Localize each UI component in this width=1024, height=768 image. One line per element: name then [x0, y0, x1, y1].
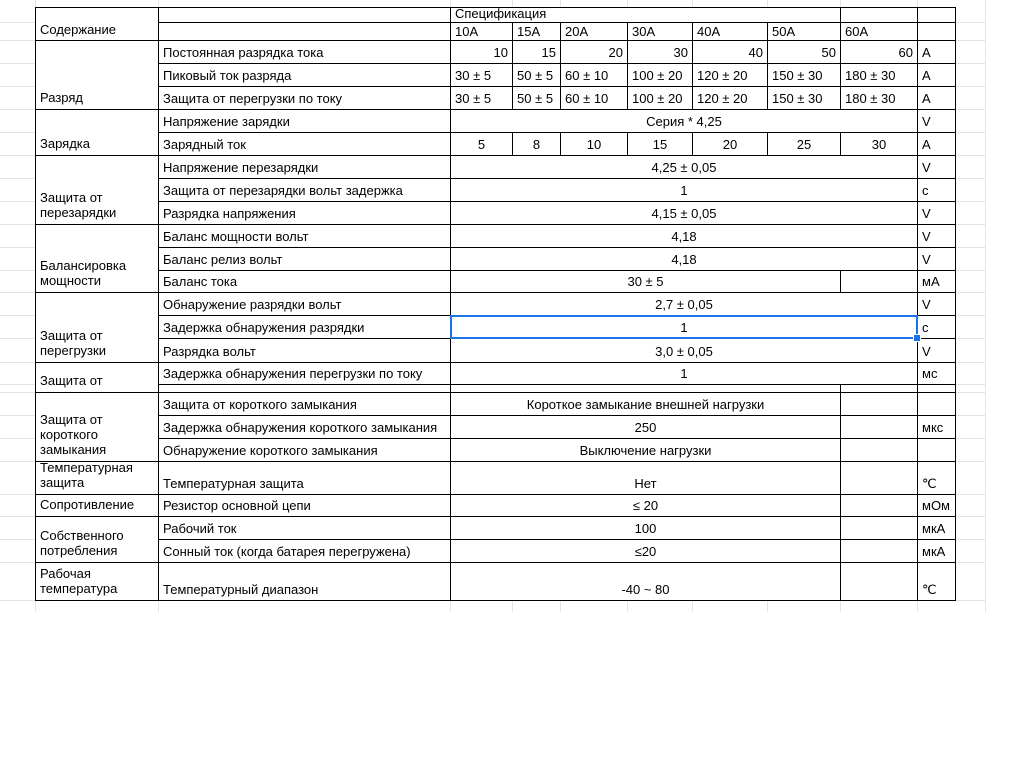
sheet-gridline — [0, 109, 35, 110]
unit-cell[interactable]: мкА — [918, 517, 956, 540]
value-cell[interactable]: 15 — [628, 133, 693, 156]
sheet-gridline — [985, 0, 986, 612]
sheet-gridline — [956, 539, 985, 540]
sheet-gridline — [0, 270, 35, 271]
value-cell[interactable]: 15 — [513, 41, 561, 64]
merged-value-cell[interactable]: 1 — [451, 363, 918, 385]
sheet-gridline — [0, 63, 35, 64]
sheet-gridline — [956, 562, 985, 563]
value-cell[interactable]: 180 ± 30 — [841, 64, 918, 87]
empty-cell[interactable] — [918, 8, 956, 23]
unit-cell[interactable]: мкА — [918, 540, 956, 563]
sheet-gridline — [956, 63, 985, 64]
sheet-gridline — [917, 601, 918, 612]
sheet-gridline — [956, 178, 985, 179]
value-cell[interactable]: 25 — [768, 133, 841, 156]
value-cell[interactable]: 120 ± 20 — [693, 64, 768, 87]
sheet-gridline — [560, 601, 561, 612]
sheet-gridline — [0, 86, 35, 87]
sheet-gridline — [956, 40, 985, 41]
unit-cell[interactable] — [918, 393, 956, 416]
unit-cell[interactable]: с — [918, 316, 956, 339]
sheet-gridline — [956, 109, 985, 110]
param-cell[interactable]: Защита от перезарядки вольт задержка — [159, 179, 451, 202]
param-cell[interactable]: Напряжение зарядки — [159, 110, 451, 133]
section-cell-discharge[interactable]: Разряд — [36, 41, 159, 110]
empty-cell[interactable] — [841, 563, 918, 601]
sheet-gridline — [956, 247, 985, 248]
empty-cell[interactable] — [159, 385, 451, 393]
section-cell-resistance[interactable]: Сопротивление — [36, 495, 159, 517]
unit-cell[interactable]: A — [918, 133, 956, 156]
empty-cell[interactable] — [841, 495, 918, 517]
sheet-gridline — [512, 601, 513, 612]
value-cell[interactable]: 100 ± 20 — [628, 64, 693, 87]
sheet-gridline — [512, 0, 513, 7]
unit-cell[interactable]: V — [918, 156, 956, 179]
sheet-gridline — [0, 292, 35, 293]
value-cell[interactable]: 10 — [451, 41, 513, 64]
section-cell-consumption[interactable]: Собственного потребления — [36, 517, 159, 563]
value-cell[interactable]: 50 ± 5 — [513, 64, 561, 87]
value-cell[interactable]: 150 ± 30 — [768, 87, 841, 110]
sheet-gridline — [0, 224, 35, 225]
unit-cell[interactable]: V — [918, 202, 956, 225]
value-cell[interactable]: 40 — [693, 41, 768, 64]
param-cell[interactable]: Задержка обнаружения перегрузки по току — [159, 363, 451, 385]
sheet-gridline — [956, 392, 985, 393]
param-cell[interactable]: Рабочий ток — [159, 517, 451, 540]
sheet-gridline — [627, 601, 628, 612]
unit-cell[interactable]: A — [918, 64, 956, 87]
sheet-gridline — [840, 601, 841, 612]
unit-cell[interactable] — [918, 439, 956, 462]
sheet-gridline — [956, 516, 985, 517]
model-header-cell[interactable]: 40A — [693, 23, 768, 41]
merged-value-cell[interactable]: 3,0 ± 0,05 — [451, 339, 918, 363]
value-cell[interactable]: 5 — [451, 133, 513, 156]
unit-cell[interactable]: V — [918, 339, 956, 363]
merged-value-cell[interactable]: Нет — [451, 462, 841, 495]
value-cell[interactable]: 30 — [841, 133, 918, 156]
corner-header-cell[interactable]: Содержание — [36, 8, 159, 41]
sheet-gridline — [0, 155, 35, 156]
sheet-gridline — [0, 461, 35, 462]
sheet-gridline — [0, 600, 35, 601]
selected-cell[interactable]: 1 — [451, 316, 918, 339]
value-cell[interactable]: 20 — [693, 133, 768, 156]
sheet-gridline — [450, 601, 451, 612]
sheet-gridline — [0, 539, 35, 540]
spec-table — [35, 7, 956, 601]
sheet-gridline — [450, 0, 451, 7]
param-cell[interactable]: Обнаружение короткого замыкания — [159, 439, 451, 462]
empty-cell[interactable] — [841, 416, 918, 439]
merged-value-cell[interactable]: 4,15 ± 0,05 — [451, 202, 918, 225]
value-cell[interactable]: 100 ± 20 — [628, 87, 693, 110]
empty-cell[interactable] — [841, 8, 918, 23]
value-cell[interactable]: 60 ± 10 — [561, 87, 628, 110]
merged-value-cell[interactable]: -40 ~ 80 — [451, 563, 841, 601]
sheet-gridline — [956, 338, 985, 339]
model-header-cell[interactable]: 15A — [513, 23, 561, 41]
model-header-cell[interactable]: 10A — [451, 23, 513, 41]
sheet-gridline — [956, 155, 985, 156]
sheet-gridline — [917, 0, 918, 7]
empty-cell[interactable] — [841, 393, 918, 416]
empty-cell[interactable] — [841, 540, 918, 563]
sheet-gridline — [158, 601, 159, 612]
merged-value-cell[interactable]: 4,18 — [451, 225, 918, 248]
value-cell[interactable]: 30 ± 5 — [451, 87, 513, 110]
param-cell[interactable]: Температурная защита — [159, 462, 451, 495]
value-cell[interactable]: 20 — [561, 41, 628, 64]
unit-cell[interactable]: V — [918, 110, 956, 133]
spec-title-cell[interactable]: Спецификация — [451, 8, 841, 23]
merged-value-cell[interactable]: 250 — [451, 416, 841, 439]
value-cell[interactable]: 30 — [628, 41, 693, 64]
sheet-gridline — [0, 132, 35, 133]
sheet-gridline — [692, 0, 693, 7]
param-cell[interactable]: Защита от перегрузки по току — [159, 87, 451, 110]
sheet-gridline — [35, 601, 36, 612]
sheet-gridline — [0, 247, 35, 248]
sheet-gridline — [0, 562, 35, 563]
value-cell[interactable]: 60 — [841, 41, 918, 64]
empty-cell[interactable] — [451, 385, 841, 393]
empty-cell[interactable] — [841, 517, 918, 540]
param-cell[interactable]: Температурный диапазон — [159, 563, 451, 601]
empty-cell[interactable] — [918, 385, 956, 393]
sheet-gridline — [0, 415, 35, 416]
param-cell[interactable]: Разрядка вольт — [159, 339, 451, 363]
sheet-gridline — [0, 22, 35, 23]
model-header-cell[interactable]: 50A — [768, 23, 841, 41]
value-cell[interactable]: 30 ± 5 — [451, 64, 513, 87]
merged-value-cell[interactable]: Выключение нагрузки — [451, 439, 841, 462]
model-header-cell[interactable]: 30A — [628, 23, 693, 41]
sheet-gridline — [956, 224, 985, 225]
sheet-gridline — [0, 384, 35, 385]
sheet-gridline — [0, 438, 35, 439]
sheet-gridline — [956, 22, 985, 23]
sheet-gridline — [956, 315, 985, 316]
sheet-gridline — [956, 362, 985, 363]
unit-cell[interactable]: V — [918, 225, 956, 248]
empty-cell[interactable] — [841, 385, 918, 393]
section-cell-overcharge[interactable]: Защита от перезарядки — [36, 156, 159, 225]
sheet-gridline — [0, 315, 35, 316]
sheet-gridline — [956, 86, 985, 87]
section-cell-short-circuit[interactable]: Защита от короткого замыкания — [36, 393, 159, 462]
unit-cell[interactable]: A — [918, 87, 956, 110]
param-cell[interactable]: Резистор основной цепи — [159, 495, 451, 517]
param-cell[interactable]: Баланс мощности вольт — [159, 225, 451, 248]
merged-value-cell[interactable]: ≤ 20 — [451, 495, 841, 517]
empty-cell[interactable] — [159, 8, 451, 23]
unit-cell[interactable]: ℃ — [918, 462, 956, 495]
unit-cell[interactable]: мА — [918, 271, 956, 293]
unit-cell[interactable]: мОм — [918, 495, 956, 517]
sheet-gridline — [692, 601, 693, 612]
param-cell[interactable]: Обнаружение разрядки вольт — [159, 293, 451, 316]
value-cell[interactable]: 50 — [768, 41, 841, 64]
sheet-gridline — [627, 0, 628, 7]
sheet-gridline — [158, 0, 159, 7]
sheet-gridline — [560, 0, 561, 7]
sheet-gridline — [0, 338, 35, 339]
value-cell[interactable]: 50 ± 5 — [513, 87, 561, 110]
param-cell[interactable]: Напряжение перезарядки — [159, 156, 451, 179]
merged-value-cell[interactable]: 2,7 ± 0,05 — [451, 293, 918, 316]
sheet-gridline — [956, 438, 985, 439]
sheet-gridline — [956, 270, 985, 271]
sheet-gridline — [956, 600, 985, 601]
merged-value-cell[interactable]: 4,18 — [451, 248, 918, 271]
sheet-gridline — [35, 0, 36, 7]
section-cell-overdischarge[interactable]: Защита от перегрузки — [36, 293, 159, 363]
sheet-gridline — [767, 0, 768, 7]
merged-value-cell[interactable]: 30 ± 5 — [451, 271, 841, 293]
sheet-gridline — [0, 494, 35, 495]
sheet-gridline — [0, 178, 35, 179]
param-cell[interactable]: Баланс релиз вольт — [159, 248, 451, 271]
value-cell[interactable]: 8 — [513, 133, 561, 156]
param-cell[interactable]: Разрядка напряжения — [159, 202, 451, 225]
value-cell[interactable]: 150 ± 30 — [768, 64, 841, 87]
value-cell[interactable]: 10 — [561, 133, 628, 156]
param-cell[interactable]: Задержка обнаружения короткого замыкания — [159, 416, 451, 439]
sheet-gridline — [956, 201, 985, 202]
sheet-gridline — [956, 494, 985, 495]
sheet-gridline — [0, 516, 35, 517]
merged-value-cell[interactable]: 1 — [451, 179, 918, 202]
merged-value-cell[interactable]: 100 — [451, 517, 841, 540]
param-cell[interactable]: Зарядный ток — [159, 133, 451, 156]
param-cell[interactable]: Постоянная разрядка тока — [159, 41, 451, 64]
unit-cell[interactable]: V — [918, 248, 956, 271]
merged-value-cell[interactable]: Короткое замыкание внешней нагрузки — [451, 393, 841, 416]
unit-cell[interactable]: мкс — [918, 416, 956, 439]
model-header-cell[interactable]: 60A — [841, 23, 918, 41]
sheet-gridline — [840, 0, 841, 7]
param-cell[interactable]: Пиковый ток разряда — [159, 64, 451, 87]
value-cell[interactable]: 120 ± 20 — [693, 87, 768, 110]
value-cell[interactable]: 180 ± 30 — [841, 87, 918, 110]
sheet-gridline — [956, 461, 985, 462]
sheet-gridline — [956, 292, 985, 293]
empty-cell[interactable] — [159, 23, 451, 41]
unit-cell[interactable]: V — [918, 293, 956, 316]
sheet-gridline — [956, 384, 985, 385]
section-cell-overcurrent[interactable]: Защита от — [36, 363, 159, 393]
merged-value-cell[interactable]: 4,25 ± 0,05 — [451, 156, 918, 179]
merged-value-cell[interactable]: ≤20 — [451, 540, 841, 563]
param-cell[interactable]: Баланс тока — [159, 271, 451, 293]
unit-cell[interactable]: ℃ — [918, 563, 956, 601]
param-cell[interactable]: Задержка обнаружения разрядки — [159, 316, 451, 339]
unit-cell[interactable]: с — [918, 179, 956, 202]
model-header-cell[interactable]: 20A — [561, 23, 628, 41]
sheet-gridline — [767, 601, 768, 612]
unit-cell[interactable]: мс — [918, 363, 956, 385]
param-cell[interactable]: Защита от короткого замыкания — [159, 393, 451, 416]
sheet-gridline — [0, 40, 35, 41]
section-cell-temperature[interactable]: Температурная защита — [36, 462, 159, 495]
sheet-gridline — [956, 132, 985, 133]
section-cell-charge[interactable]: Зарядка — [36, 110, 159, 156]
sheet-gridline — [0, 362, 35, 363]
empty-cell[interactable] — [841, 462, 918, 495]
section-cell-balance[interactable]: Балансировка мощности — [36, 225, 159, 293]
value-cell[interactable]: 60 ± 10 — [561, 64, 628, 87]
sheet-gridline — [0, 392, 35, 393]
sheet-gridline — [0, 201, 35, 202]
sheet-gridline — [956, 415, 985, 416]
merged-value-cell[interactable]: Серия * 4,25 — [451, 110, 918, 133]
empty-cell[interactable] — [841, 439, 918, 462]
empty-cell[interactable] — [918, 23, 956, 41]
section-cell-working-temp[interactable]: Рабочая температура — [36, 563, 159, 601]
param-cell[interactable]: Сонный ток (когда батарея перегружена) — [159, 540, 451, 563]
empty-cell[interactable] — [841, 271, 918, 293]
unit-cell[interactable]: A — [918, 41, 956, 64]
